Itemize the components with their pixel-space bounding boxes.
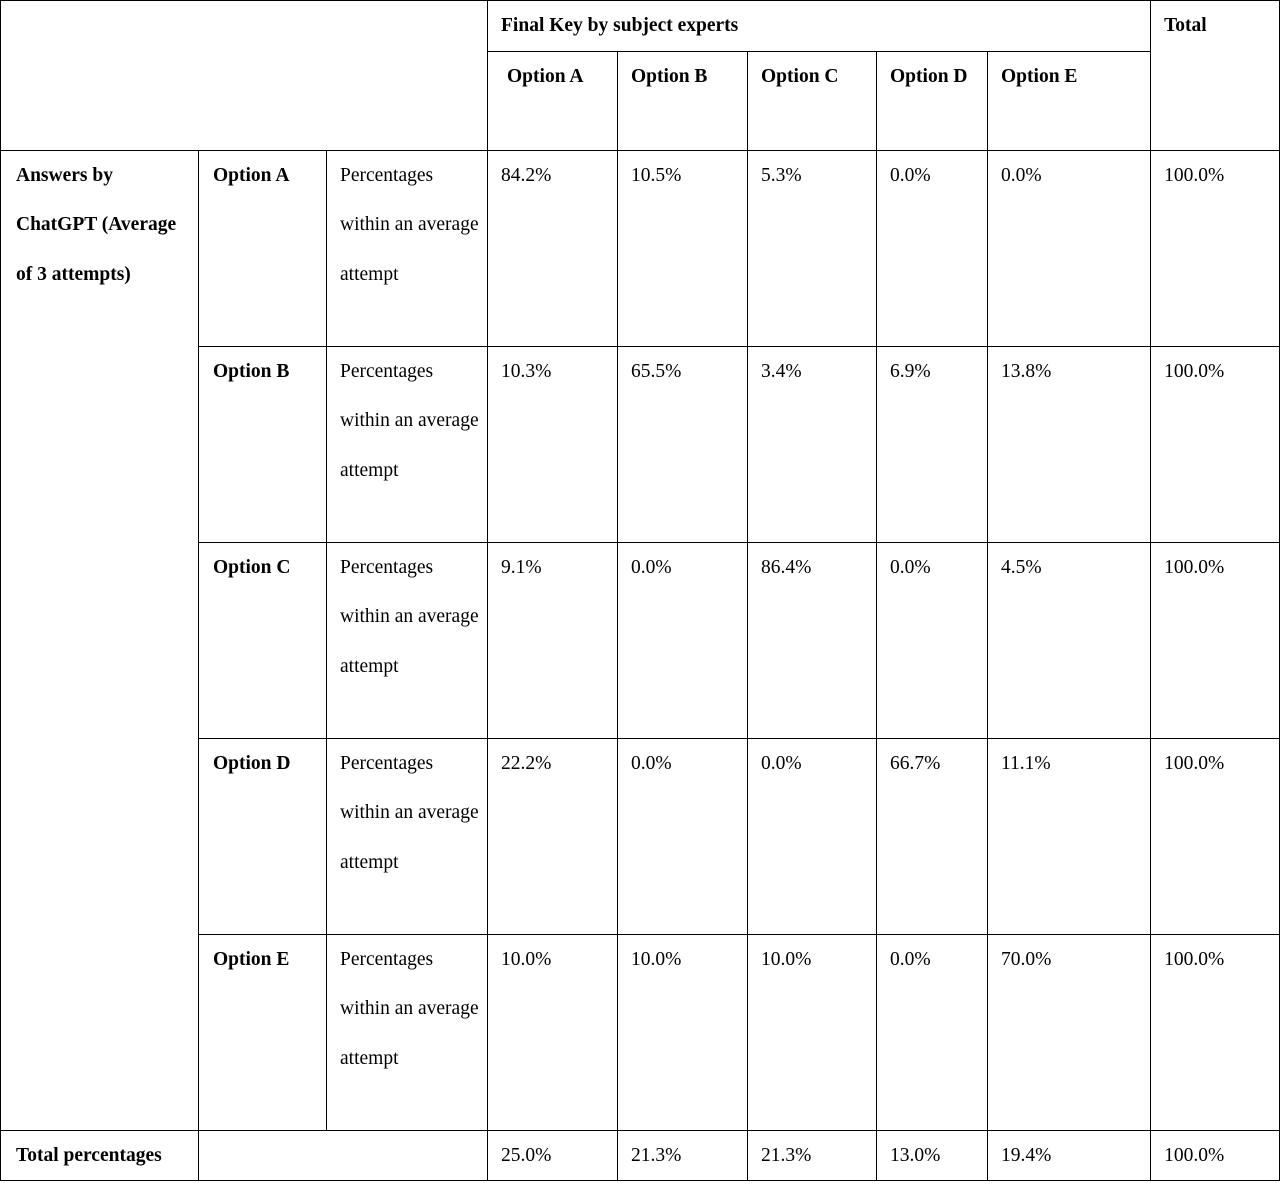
table-row [1, 150, 1280, 346]
cell-value: 0.0% [877, 542, 988, 738]
cell-value: 0.0% [988, 150, 1151, 346]
footer-label: Total percentages [1, 1130, 199, 1181]
footer-value: 25.0% [488, 1130, 618, 1181]
cell-value: 86.4% [748, 542, 877, 738]
cell-value: 11.1% [988, 738, 1151, 934]
cell-total: 100.0% [1151, 738, 1280, 934]
cell-value: 4.5% [988, 542, 1151, 738]
header-total: Total [1151, 1, 1280, 151]
cell-value: 10.0% [618, 934, 748, 1130]
cell-value: 84.2% [488, 150, 618, 346]
cell-total: 100.0% [1151, 150, 1280, 346]
cell-value: 0.0% [877, 150, 988, 346]
footer-value: 21.3% [618, 1130, 748, 1181]
column-header-option-b: Option B [618, 51, 748, 150]
cell-value: 0.0% [618, 738, 748, 934]
cell-value: 5.3% [748, 150, 877, 346]
column-header-option-e: Option E [988, 51, 1151, 150]
row-option-label: Option E [199, 934, 327, 1130]
cell-value: 70.0% [988, 934, 1151, 1130]
empty-corner-cell [1, 1, 488, 151]
column-header-option-c: Option C [748, 51, 877, 150]
footer-value: 19.4% [988, 1130, 1151, 1181]
row-measure-label: Percentages within an average attempt [327, 542, 488, 738]
cell-value: 65.5% [618, 346, 748, 542]
cell-value: 10.5% [618, 150, 748, 346]
row-group-label: Answers by ChatGPT (Average of 3 attempts) [1, 150, 199, 1130]
cell-value: 9.1% [488, 542, 618, 738]
header-row-1 [1, 1, 1280, 52]
row-option-label: Option D [199, 738, 327, 934]
cell-total: 100.0% [1151, 346, 1280, 542]
row-option-label: Option B [199, 346, 327, 542]
cell-value: 0.0% [748, 738, 877, 934]
cell-value: 13.8% [988, 346, 1151, 542]
footer-empty-cell [199, 1130, 488, 1181]
row-option-label: Option A [199, 150, 327, 346]
footer-row [1, 1130, 1280, 1181]
cell-value: 10.3% [488, 346, 618, 542]
row-measure-label: Percentages within an average attempt [327, 150, 488, 346]
cell-value: 10.0% [748, 934, 877, 1130]
cell-total: 100.0% [1151, 934, 1280, 1130]
cell-value: 0.0% [877, 934, 988, 1130]
cell-value: 3.4% [748, 346, 877, 542]
group-header-final-key: Final Key by subject experts [488, 1, 1151, 52]
cell-value: 22.2% [488, 738, 618, 934]
cell-value: 0.0% [618, 542, 748, 738]
column-header-option-d: Option D [877, 51, 988, 150]
row-measure-label: Percentages within an average attempt [327, 934, 488, 1130]
cell-value: 6.9% [877, 346, 988, 542]
footer-value: 21.3% [748, 1130, 877, 1181]
row-option-label: Option C [199, 542, 327, 738]
column-header-option-a: Option A [488, 51, 618, 150]
row-measure-label: Percentages within an average attempt [327, 738, 488, 934]
footer-value: 13.0% [877, 1130, 988, 1181]
cell-value: 66.7% [877, 738, 988, 934]
cell-value: 10.0% [488, 934, 618, 1130]
row-measure-label: Percentages within an average attempt [327, 346, 488, 542]
footer-total: 100.0% [1151, 1130, 1280, 1181]
cell-total: 100.0% [1151, 542, 1280, 738]
